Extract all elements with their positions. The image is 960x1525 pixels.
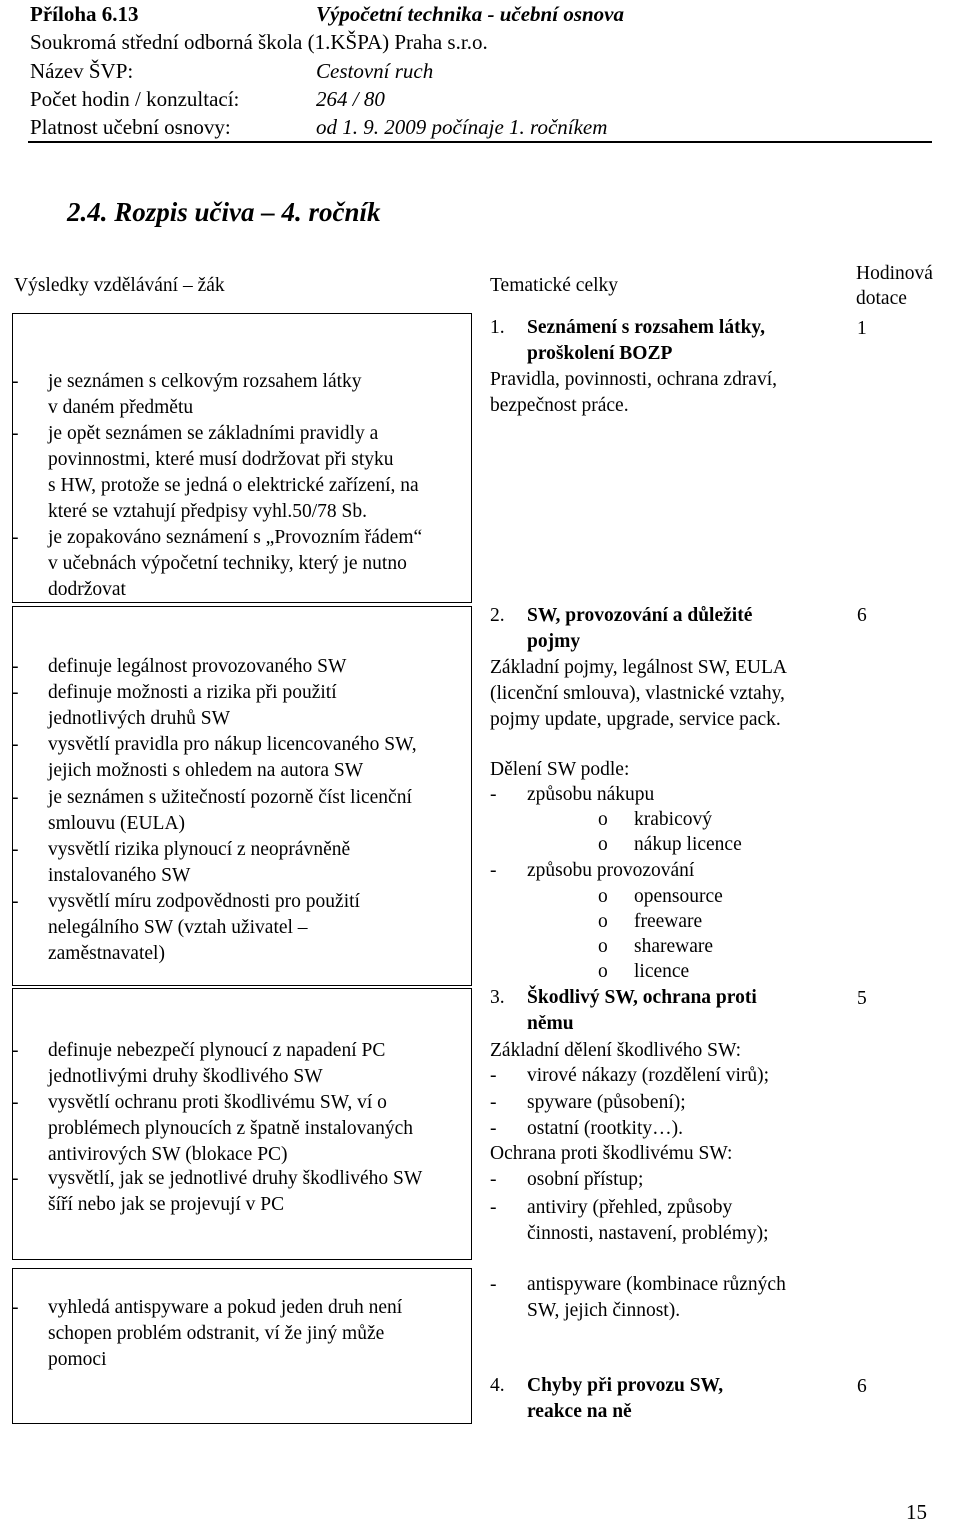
result-item: vysvětlí rizika plynoucí z neoprávněně instalovaného SW (48, 839, 351, 886)
column-topics: Tematické celky (490, 275, 619, 296)
column-hours (856, 261, 933, 311)
dash: - (490, 1092, 497, 1113)
dash: - (490, 1197, 497, 1218)
result-item: vysvětlí pravidla pro nákup licencovaného SW, jejich možnosti s ohledem na autora SW (48, 734, 417, 781)
bullet: o (598, 886, 608, 907)
dash: - (12, 1168, 19, 1189)
division-2-item: shareware (634, 936, 714, 957)
validity-value: od 1. 9. 2009 počínaje 1. ročníkem (316, 115, 608, 139)
result-item: vyhledá antispyware a pokud jeden druh není schopen problém odstranit, ví že jiný může pomoci (48, 1297, 403, 1370)
dash: - (490, 1274, 497, 1295)
dash: - (490, 1065, 497, 1086)
dash: - (12, 1092, 19, 1113)
topic-number-3: 3. (490, 987, 505, 1008)
division-2-item: freeware (634, 911, 703, 932)
validity-row (30, 115, 730, 140)
dash: - (12, 423, 19, 444)
dash: - (490, 1118, 497, 1139)
bullet: o (598, 936, 608, 957)
dash: - (12, 839, 19, 860)
header-divider (28, 141, 932, 143)
topic-number-2: 2. (490, 605, 505, 626)
subject-title: Výpočetní technika - učební osnova (316, 2, 624, 26)
page-title: 2.4. Rozpis učiva – 4. ročník (67, 197, 381, 227)
page-number: 15 (906, 1500, 927, 1524)
topic-number-4: 4. (490, 1375, 505, 1396)
dash: - (12, 656, 19, 677)
protect-item: osobní přístup; (527, 1169, 644, 1190)
result-item: je zopakováno seznámení s „Provozním řádem“ v učebnách výpočetní techniky, který je nutno dodržovat (48, 527, 423, 600)
division-2-item: opensource (634, 886, 723, 907)
result-item: definuje nebezpečí plynoucí z napadení PC jednotlivými druhy škodlivého SW (48, 1040, 386, 1087)
division-2: způsobu provozování (527, 860, 695, 881)
dash: - (12, 371, 19, 392)
division-1-item: nákup licence (634, 834, 742, 855)
protect-title: Ochrana proti škodlivému SW: (490, 1143, 733, 1164)
bullet: o (598, 809, 608, 830)
division-1-item: krabicový (634, 809, 712, 830)
dash: - (490, 860, 497, 881)
topic-title-1: Seznámení s rozsahem látky, proškolení BOZP (527, 317, 765, 364)
topic-title-3: Škodlivý SW, ochrana proti němu (527, 987, 757, 1034)
result-item: je opět seznámen se základními pravidly a povinnostmi, které musí dodržovat při styku s HW, protože se jedná o elektrické zařízení, na které se vztahují předpisy vyhl.50/78 Sb. (48, 423, 419, 522)
hours-3: 5 (857, 988, 867, 1009)
dash: - (12, 527, 19, 548)
column-hours-line2: dotace (856, 288, 907, 309)
hours-value: 264 / 80 (316, 87, 385, 111)
hours-label: Počet hodin / konzultací: (30, 87, 240, 111)
hours-1: 1 (857, 318, 867, 339)
division-1: způsobu nákupu (527, 784, 655, 805)
dash: - (12, 1297, 19, 1318)
result-item: definuje možnosti a rizika při použití jednotlivých druhů SW (48, 682, 337, 729)
column-results: Výsledky vzdělávání – žák (14, 275, 225, 296)
result-item: vysvětlí míru zodpovědnosti pro použití nelegálního SW (vztah uživatel – zaměstnavatel) (48, 891, 360, 964)
basic-item: virové nákazy (rozdělení virů); (527, 1065, 770, 1086)
basic-item: spyware (působení); (527, 1092, 686, 1113)
topic-number-1: 1. (490, 317, 505, 338)
attachment-number: Příloha 6.13 (30, 2, 139, 26)
dash: - (12, 682, 19, 703)
division-title: Dělení SW podle: (490, 759, 630, 780)
hours-2: 6 (857, 605, 867, 626)
dash: - (12, 1040, 19, 1061)
topic-title-4: Chyby při provozu SW, reakce na ně (527, 1375, 724, 1422)
division-2-item: licence (634, 961, 690, 982)
basic-item: ostatní (rootkity…). (527, 1118, 683, 1139)
topic-text-1: Pravidla, povinnosti, ochrana zdraví, bezpečnost práce. (490, 369, 778, 416)
result-item: je seznámen s užitečností pozorně číst licenční smlouvu (EULA) (48, 787, 412, 834)
result-item: je seznámen s celkovým rozsahem látky v daném předmětu (48, 371, 362, 418)
topic-item: antispyware (kombinace různých SW, jejich činnost). (527, 1274, 786, 1321)
bullet: o (598, 911, 608, 932)
hours-4: 6 (857, 1376, 867, 1397)
result-item: definuje legálnost provozovaného SW (48, 656, 347, 677)
result-item: vysvětlí, jak se jednotlivé druhy škodlivého SW šíří nebo jak se projevují v PC (48, 1168, 423, 1215)
dash: - (12, 891, 19, 912)
program-label: Název ŠVP: (30, 59, 134, 83)
hours-row (30, 87, 730, 112)
topic-text-2: Základní pojmy, legálnost SW, EULA (licenční smlouva), vlastnické vztahy, pojmy update, upgrade, service pack. (490, 657, 787, 730)
dash: - (490, 784, 497, 805)
result-item: vysvětlí ochranu proti škodlivému SW, ví o problémech plynoucích z špatně instalovaných antivirových SW (blokace PC) (48, 1092, 413, 1165)
validity-label: Platnost učební osnovy: (30, 115, 231, 139)
basic-title: Základní dělení škodlivého SW: (490, 1040, 742, 1061)
topic-title-2: SW, provozování a důležité pojmy (527, 605, 753, 652)
program-value: Cestovní ruch (316, 59, 434, 83)
protect-item: antiviry (přehled, způsoby činnosti, nastavení, problémy); (527, 1197, 769, 1244)
attachment-label (30, 2, 624, 27)
school-name: Soukromá střední odborná škola (1.KŠPA) Praha s.r.o. (30, 30, 488, 54)
bullet: o (598, 961, 608, 982)
bullet: o (598, 834, 608, 855)
dash: - (490, 1169, 497, 1190)
dash: - (12, 734, 19, 755)
column-hours-line1: Hodinová (856, 263, 933, 284)
program-row (30, 59, 730, 84)
dash: - (12, 787, 19, 808)
